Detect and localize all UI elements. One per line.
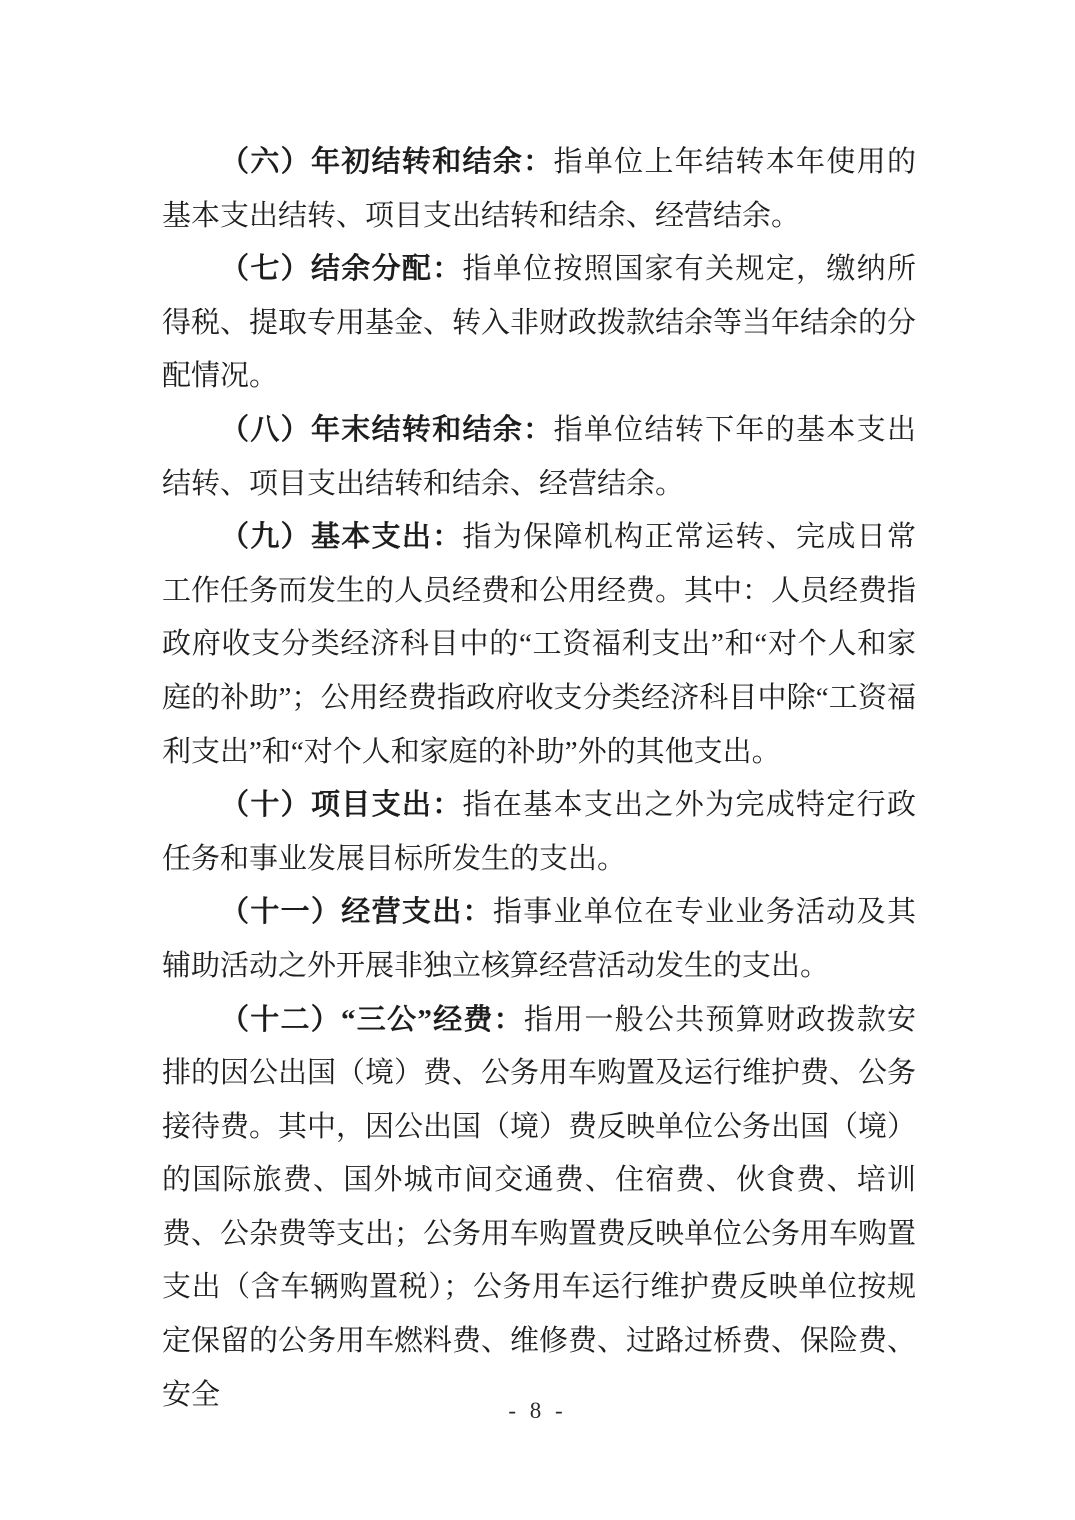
term-label: （九）基本支出： — [220, 521, 463, 554]
term-definition: 指事业单位在专业业务活动及其辅助活动之外开展非独立核算经营活动发生的支出。 — [162, 896, 916, 982]
term-definition: 指单位按照国家有关规定，缴纳所得税、提取专用基金、转入非财政拨款结余等当年结余的分配情况。 — [162, 253, 917, 393]
term-definition: 指单位上年结转本年使用的基本支出结转、项目支出结转和结余、经营结余。 — [162, 146, 916, 232]
document-body — [162, 136, 916, 1422]
page-number: - 8 - — [508, 1398, 567, 1423]
paragraph — [162, 404, 916, 511]
term-label: （十一）经营支出： — [220, 896, 493, 929]
term-label: （十二）“三公”经费： — [220, 1003, 524, 1036]
paragraph — [162, 243, 916, 404]
page-footer — [0, 1398, 1075, 1424]
paragraph — [162, 886, 916, 993]
term-label: （十）项目支出： — [220, 789, 463, 822]
term-label: （八）年末结转和结余： — [220, 413, 554, 446]
term-label: （六）年初结转和结余： — [220, 146, 554, 178]
term-label: （七）结余分配： — [220, 253, 463, 286]
term-definition: 指用一般公共预算财政拨款安排的因公出国（境）费、公务用车购置及运行维护费、公务接待费。其中，因公出国（境）费反映单位公务出国（境）的国际旅费、国外城市间交通费、住宿费、伙食费、培训费、公杂费等支出；公务用车购置费反映单位公务用车购置支出（含车辆购置税）；公务用车运行维护费反映单位按规定保留的公务用车燃料费、维修费、过路过桥费、保险费、安全 — [162, 1003, 917, 1411]
term-definition: 指在基本支出之外为完成特定行政任务和事业发展目标所发生的支出。 — [162, 789, 916, 875]
paragraph — [162, 511, 916, 779]
paragraph — [162, 994, 916, 1423]
term-definition: 指为保障机构正常运转、完成日常工作任务而发生的人员经费和公用经费。其中：人员经费指政府收支分类经济科目中的“工资福利支出”和“对个人和家庭的补助”；公用经费指政府收支分类经济科目中除“工资福利支出”和“对个人和家庭的补助”外的其他支出。 — [162, 521, 917, 768]
term-definition: 指单位结转下年的基本支出结转、项目支出结转和结余、经营结余。 — [162, 413, 916, 500]
paragraph — [162, 779, 916, 886]
paragraph — [162, 136, 916, 243]
